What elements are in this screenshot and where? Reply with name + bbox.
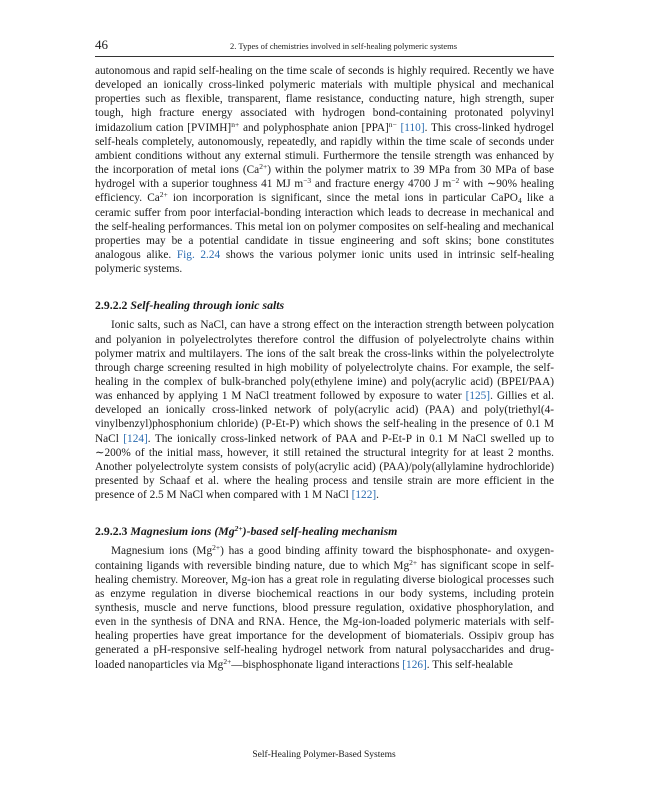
page-number: 46	[95, 37, 108, 52]
footer-book-title: Self-Healing Polymer-Based Systems	[252, 750, 396, 760]
citation-link[interactable]: [122]	[351, 489, 377, 502]
section-heading-magnesium: 2.9.2.3 Magnesium ions $(Mg^{2+})$-based self-healing mechanism	[95, 524, 398, 539]
paragraph-continued: autonomous and rapid self-healing on the time scale of seconds is highly required. Recently we have developed an ionically cross-linked polymeric materials with multiple physical and mechanical properties such as flexible, transparent, flame resistance, conducting nature, high strength, super tough, high fracture energy associated with hydrogen bond-containing protonated polyvinyl imidazolium cation [PVIMH]$^{n+}$ and polyphosphate anion [PPA]$^{n-}$ [110]. This cross-linked hydrogel self-heals completely, autonomously, repeatedly, and rapidly within the time scale of seconds under ambient conditions without any external stimuli. Furthermore the tensile strength was enhanced by the incorporation of metal ions $(Ca^{2+})$ within the polymer matrix to 39 MPa from 30 MPa of base hydrogel with a superior toughness 41 MJ $m^{-3}$ and fracture energy 4700 J $m^{-2}$ with ∼90% healing efficiency. $Ca^{2+}$ ion incorporation is significant, since the metal ions in particular CaPO$_4$ like a ceramic suffer from poor interfacial-bonding interaction which leads to decrease in mechanical and the self-healing performances. This metal ion on polymer composites on self-healing and mechanical properties may be a potential candidate in tissue engineering and soft skins; bone constitutes analogous alike. Fig. 2.24 shows the various polymer ionic units used in intrinsic self-healing polymeric systems.	[95, 65, 554, 276]
citation-link[interactable]: [124]	[123, 432, 148, 445]
paragraph-magnesium: Magnesium ions $(Mg^{2+})$ has a good binding affinity toward the bisphosphonate- and oxygen-containing ligands with reversible binding nature, due to which $Mg^{2+}$ has significant scope in self-healing chemistry. Moreover, Mg-ion has a great role in regulating diverse biological processes such as enzyme regulation in diverse biochemical reactions in our body systems, including protein synthesis, muscle and nerve functions, blood pressure regulation, oxidative phosphorylation, and even in the synthesis of DNA and RNA. Hence, the Mg-ion-loaded polymeric materials with self-healing properties have great importance for the development of biomaterials. Ossipiv group has generated a pH-responsive self-healing hydrogel network from natural polysaccharides and drug-loaded nanoparticles via $Mg^{2+}—bisphosphonate$ ligand interactions [126]. This self-healable	[95, 543, 554, 671]
header-rule	[95, 56, 554, 57]
citation-link[interactable]: [126]	[402, 658, 427, 671]
running-head: 2. Types of chemistries involved in self-healing polymeric systems	[230, 41, 458, 51]
citation-link[interactable]: [110]	[400, 121, 425, 134]
section-heading-ionic-salts: 2.9.2.2 Self-healing through ionic salts	[95, 298, 285, 313]
citation-link[interactable]: [125]	[465, 390, 491, 403]
page-body	[95, 64, 554, 672]
paragraph-ionic-salts: Ionic salts, such as NaCl, can have a strong effect on the interaction strength between polycation and polyanion in polyelectrolytes therefore control the diffusion of polyelectrolyte chains within polymer matrix and multilayers. The ions of the salt break the cross-links within the polyelectrolyte through charge screening resulted in high mobility of polyelectrolyte chains. For example, the self-healing in the complex of bulk-branched poly(ethylene imine) and poly(acrylic acid) (BPEI/PAA) was enhanced by applying 1 M NaCl treatment followed by exposure to water [125]. Gillies et al. developed an ionically cross-linked network of poly(acrylic acid) (PAA) and poly(triethyl(4-vinylbenzyl)phosphonium chloride) (P-Et-P) which shows the self-healing in the presence of 0.1 M NaCl [124]. The ionically cross-linked network of PAA and P-Et-P in 0.1 M NaCl swelled up to ∼200% of the initial mass, however, it still retained the structural integrity for at least 2 months. Another polyelectrolyte system consists of poly(acrylic acid) (PAA)/poly(allylamine hydrochloride) presented by Schaaf et al. where the healing process and tensile strain are more efficient in the presence of 2.5 M NaCl when compared with 1 M NaCl [122].	[95, 319, 554, 502]
figure-link[interactable]: Fig. 2.24	[176, 249, 221, 262]
